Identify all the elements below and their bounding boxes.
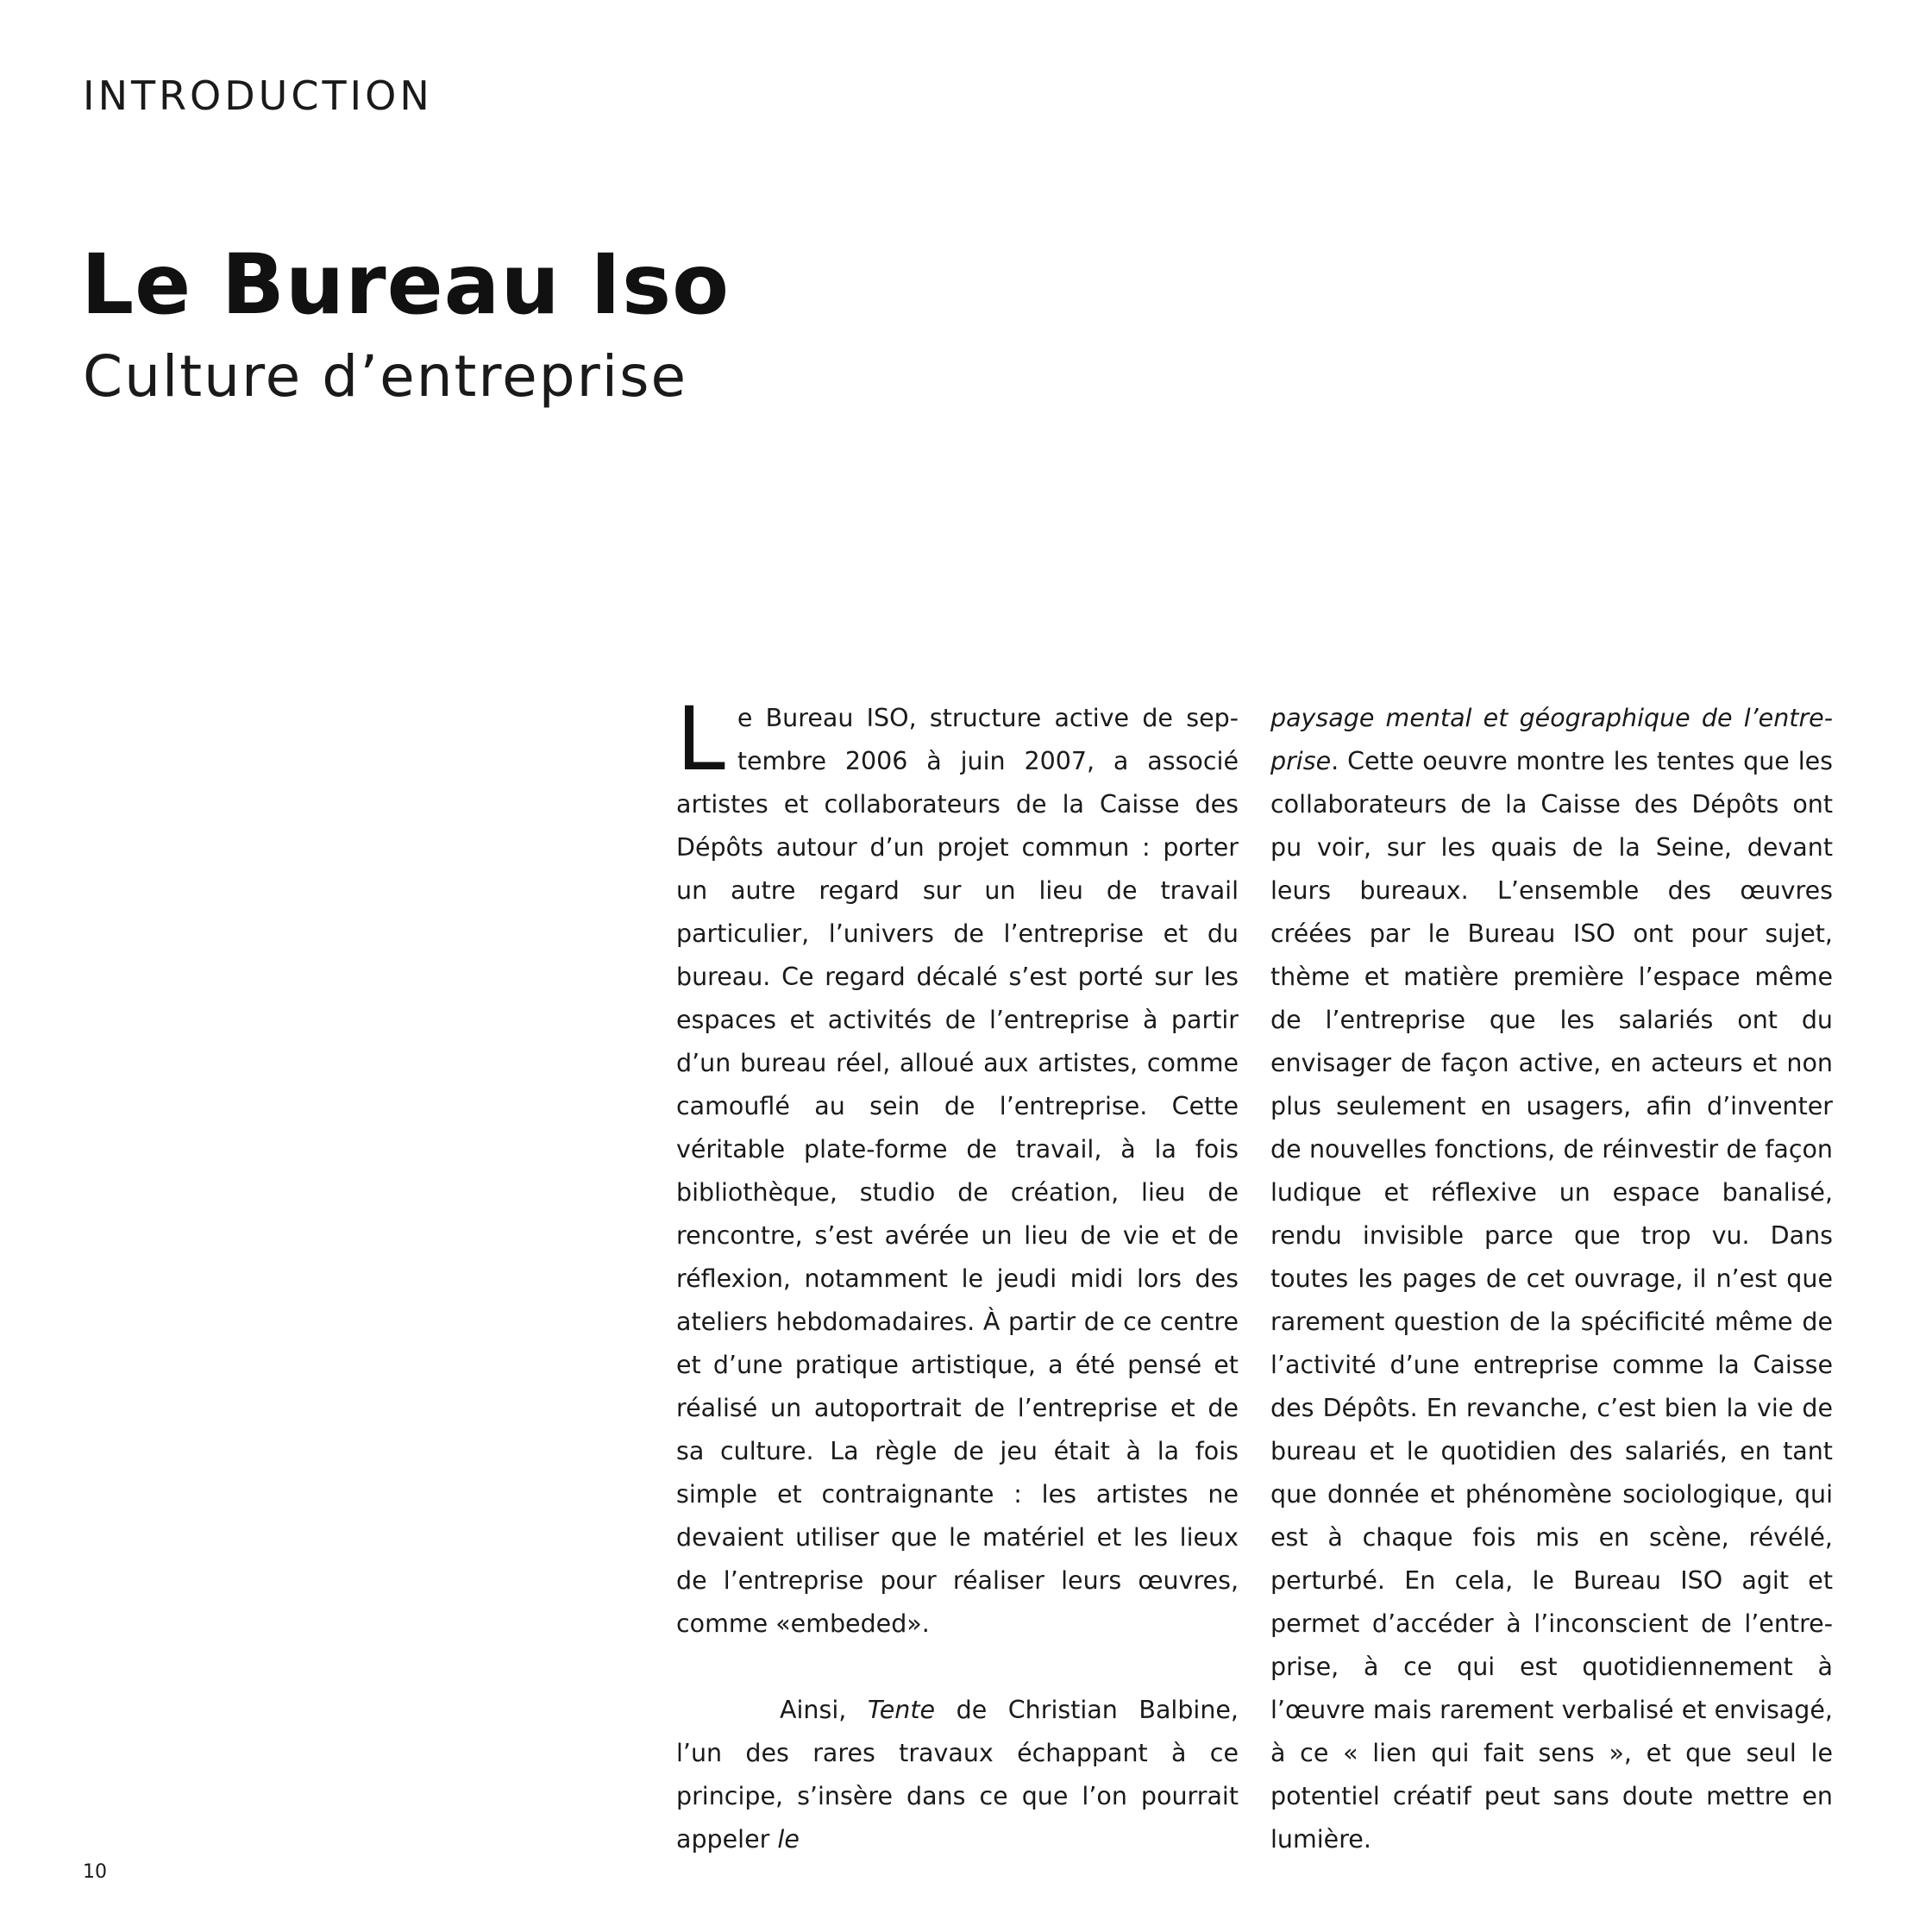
paragraph-tente-text: de Christian Balbine, l’un des rares travaux échappant à ce principe, s’insère dans ce que l’on pourrait appeler (676, 1696, 1239, 1854)
paragraph-continued-text: . Cette oeuvre montre les tentes que les collaborateurs de la Caisse des Dépôts ont pu voir, sur les quais de la Seine, devant leurs bureaux. L’ensemble des œuvres créées par le Bureau ISO ont pour sujet, thème et matière première l’espace même de l’entreprise que les salariés ont du envisager de façon active, en acteurs et non plus seulement en usagers, afin d’inventer de nouvelles fonctions, de réinvestir de façon ludique et réflexive un espace banalisé, rendu invisible parce que trop vu. Dans toutes les pages de cet ouvrage, il n’est que rarement question de la spécificité même de l’activité d’une entreprise comme la Caisse des Dépôts. En revanche, c’est bien la vie de bureau et le quotidien des salariés, en tant que donnée et phénomène sociologique, qui est à chaque fois mis en scène, révélé, perturbé. En cela, le Bureau ISO agit et permet d’accéder à l’inconscient de l’entreprise, à ce qui est quotidiennement à l’œuvre mais rarement verbalisé et envisagé, à ce « lien qui fait sens », et que seul le potentiel créatif peut sans doute mettre en lumière. (1270, 747, 1833, 1854)
dropcap: L (676, 688, 725, 791)
body-column-right (1270, 697, 1833, 1861)
body-column-left (676, 688, 1239, 1861)
page-number: 10 (83, 1861, 107, 1883)
paragraph-continued-italic: paysage mental et géographique de l’entreprise (1270, 704, 1833, 775)
paragraph-tente-italic-tail: le (777, 1825, 800, 1854)
artwork-title: Tente (867, 1696, 936, 1724)
page-subtitle: Culture d’entreprise (83, 343, 688, 410)
paragraph-intro (676, 688, 1239, 1646)
section-label: INTRODUCTION (83, 72, 433, 119)
paragraph-tente-lead: Ainsi, (780, 1696, 868, 1724)
page-title: Le Bureau Iso (81, 236, 731, 333)
paragraph-intro-text: e Bureau ISO, structure active de septembre 2006 à juin 2007, a associé artistes et collaborateurs de la Caisse des Dépôts autour d’un projet commun : porter un autre regard sur un lieu de travail particulier, l’univers de l’entreprise et du bureau. Ce regard décalé s’est porté sur les espaces et activités de l’entreprise à partir d’un bureau réel, alloué aux artistes, comme camouflé au sein de l’entreprise. Cette véritable plate-forme de travail, à la fois bibliothèque, studio de création, lieu de rencontre, s’est avérée un lieu de vie et de réflexion, notamment le jeudi midi lors des ateliers hebdomadaires. À partir de ce centre et d’une pratique artistique, a été pensé et réalisé un autoportrait de l’entreprise et de sa culture. La règle de jeu était à la fois simple et contraignante : les artistes ne devaient utiliser que le matériel et les lieux de l’entreprise pour réaliser leurs œuvres, comme «embeded». (676, 704, 1239, 1638)
paragraph-tente (676, 1689, 1239, 1861)
paragraph-continued (1270, 697, 1833, 1861)
